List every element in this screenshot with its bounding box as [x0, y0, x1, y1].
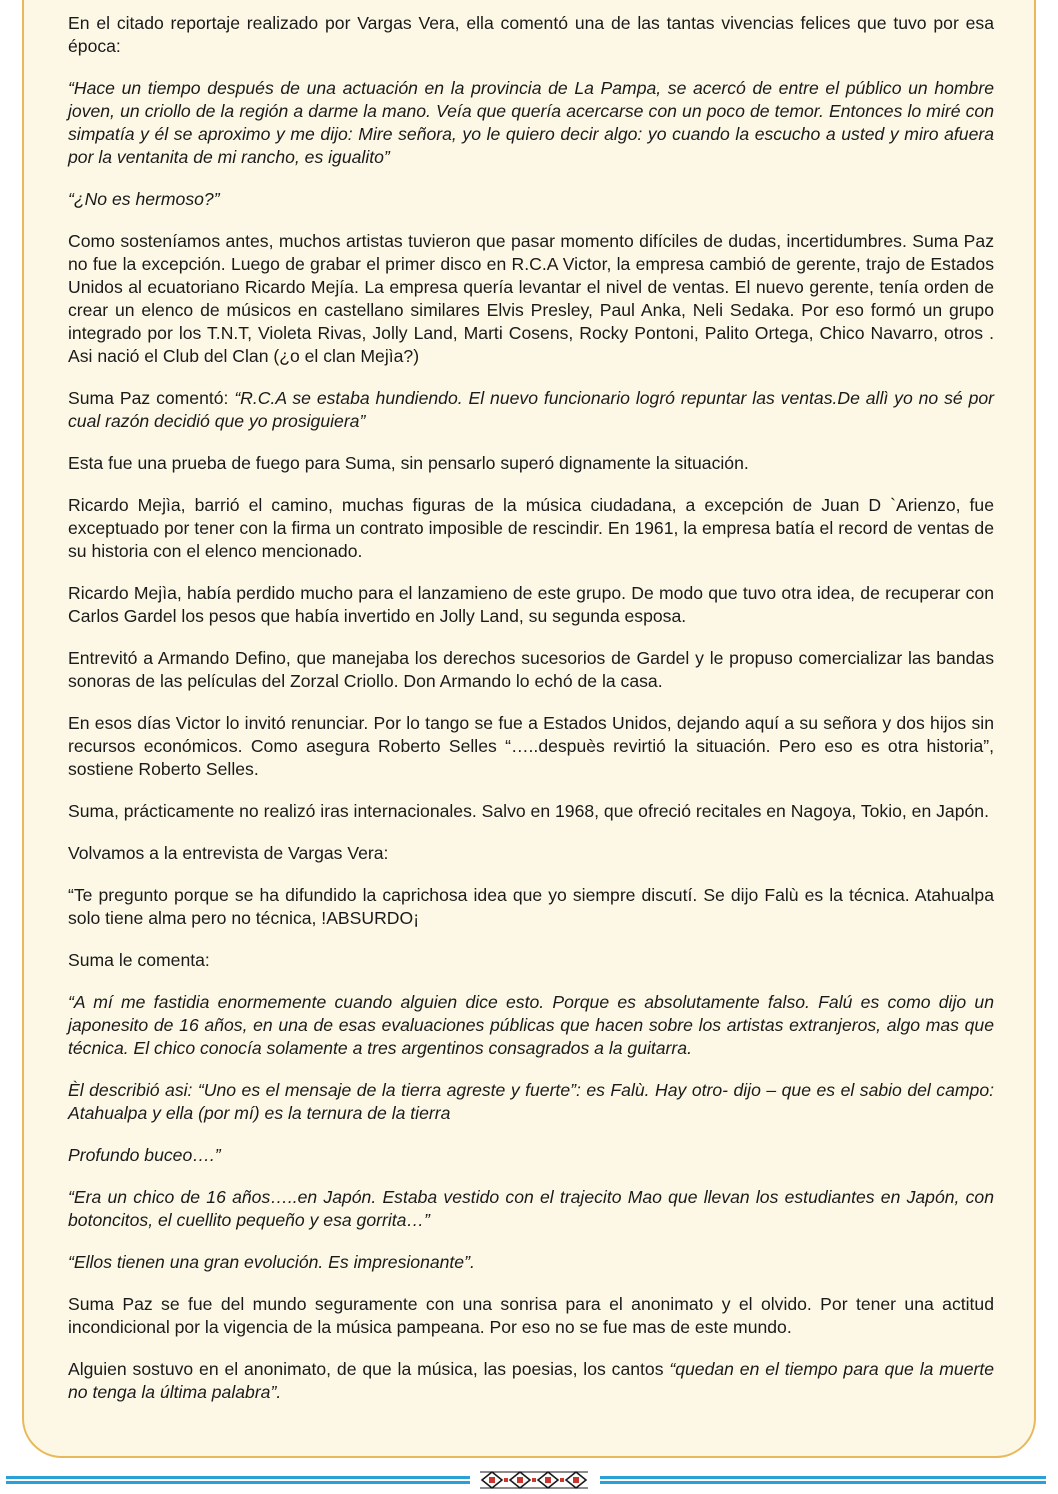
article-paragraph	[68, 1293, 994, 1339]
article-paragraph	[68, 1251, 994, 1274]
article-paragraph	[68, 494, 994, 563]
page-footer	[0, 1466, 1058, 1494]
article-paragraph	[68, 1079, 994, 1125]
quote-text: “Era un chico de 16 años…..en Japón. Estaba vestido con el trajecito Mao que llevan los estudiantes en Japón, con botoncitos, el cuellito pequeño y esa gorrita…”	[68, 1187, 994, 1230]
quote-text: Profundo buceo….”	[68, 1145, 221, 1165]
article-paragraph	[68, 884, 994, 930]
body-text: Alguien sostuvo en el anonimato, de que la música, las poesias, los cantos	[68, 1359, 670, 1379]
article-paragraph	[68, 1186, 994, 1232]
footer-rule-left	[6, 1476, 470, 1484]
body-text: Como sosteníamos antes, muchos artistas tuvieron que pasar momento difíciles de dudas, incertidumbres. Suma Paz no fue la excepción. Luego de grabar el primer disco en R.C.A Victor, la empresa cambió de gerente, trajo de Estados Unidos al ecuatoriano Ricardo Mejía. La empresa quería levantar el nivel de ventas. El nuevo gerente, tenía orden de crear un elenco de músicos en castellano similares Elvis Presley, Paul Anka, Neli Sedaka. Por eso formó un grupo integrado por los T.N.T, Violeta Rivas, Jolly Land, Marti Cosens, Rocky Pontoni, Palito Ortega, Chico Navarro, otros . Asi nació el Club del Clan (¿o el clan Mejìa?)	[68, 231, 994, 366]
article-paragraph	[68, 800, 994, 823]
article-paragraph	[68, 77, 994, 169]
body-text: Suma Paz se fue del mundo seguramente con una sonrisa para el anonimato y el olvido. Por tener una actitud incondicional por la vigencia de la música pampeana. Por eso no se fue mas de este mundo.	[68, 1294, 994, 1337]
quote-text: “Ellos tienen una gran evolución. Es impresionante”.	[68, 1252, 475, 1272]
article-body	[68, 12, 994, 1404]
article-paragraph	[68, 991, 994, 1060]
body-text: Volvamos a la entrevista de Vargas Vera:	[68, 843, 389, 863]
quote-text: “quedan en el tiempo para que la muerte no tenga la última palabra”.	[68, 1359, 995, 1402]
article-paragraph	[68, 452, 994, 475]
article-paragraph	[68, 188, 994, 211]
ethnic-pattern-icon	[478, 1468, 590, 1492]
quote-text: “R.C.A se estaba hundiendo. El nuevo funcionario logró repuntar las ventas.De allì yo no sé por cual razón decidió que yo prosiguiera”	[68, 388, 994, 431]
article-paragraph	[68, 1358, 994, 1404]
article-paragraph	[68, 949, 994, 972]
quote-text: Èl describió asi: “Uno es el mensaje de la tierra agreste y fuerte”: es Falù. Hay otro- dijo – que es el sabio del campo: Atahualpa y ella (por mí) es la ternura de la tierra	[68, 1080, 994, 1123]
article-paragraph	[68, 712, 994, 781]
article-paragraph	[68, 230, 994, 368]
body-text: Ricardo Mejìa, barrió el camino, muchas figuras de la música ciudadana, a excepción de Juan D `Arienzo, fue exceptuado por tener con la firma un contrato imposible de rescindir. En 1961, la empresa batía el record de ventas de su historia con el elenco mencionado.	[68, 495, 994, 561]
article-paragraph	[68, 582, 994, 628]
quote-text: “A mí me fastidia enormemente cuando alguien dice esto. Porque es absolutamente falso. Falú es como dijo un japonesito de 16 años, en una de esas evaluaciones públicas que hacen sobre los artistas extranjeros, algo mas que técnica. El chico conocía solamente a tres argentinos consagrados a la guitarra.	[68, 992, 994, 1058]
body-text: Esta fue una prueba de fuego para Suma, sin pensarlo superó dignamente la situación.	[68, 453, 749, 473]
body-text: Ricardo Mejìa, había perdido mucho para el lanzamieno de este grupo. De modo que tuvo otra idea, de recuperar con Carlos Gardel los pesos que había invertido en Jolly Land, su segunda esposa.	[68, 583, 994, 626]
quote-text: “Hace un tiempo después de una actuación en la provincia de La Pampa, se acercó de entre el público un hombre joven, un criollo de la región a darme la mano. Veía que quería acercarse con un poco de temor. Entonces lo miré con simpatía y él se aproximo y me dijo: Mire señora, yo le quiero decir algo: yo cuando la escucho a usted y miro afuera por la ventanita de mi rancho, es igualito”	[68, 78, 994, 167]
article-paragraph	[68, 12, 994, 58]
body-text: Suma Paz comentó:	[68, 388, 235, 408]
body-text: Suma, prácticamente no realizó iras internacionales. Salvo en 1968, que ofreció recitales en Nagoya, Tokio, en Japón.	[68, 801, 989, 821]
article-paragraph	[68, 387, 994, 433]
quote-text: “¿No es hermoso?”	[68, 189, 220, 209]
footer-rule-right	[600, 1476, 1046, 1484]
body-text: En el citado reportaje realizado por Vargas Vera, ella comentó una de las tantas vivencias felices que tuvo por esa época:	[68, 13, 994, 56]
body-text: “Te pregunto porque se ha difundido la caprichosa idea que yo siempre discutí. Se dijo Falù es la técnica. Atahualpa solo tiene alma pero no técnica, !ABSURDO¡	[68, 885, 994, 928]
article-paragraph	[68, 842, 994, 865]
article-paragraph	[68, 647, 994, 693]
body-text: Suma le comenta:	[68, 950, 210, 970]
article-paragraph	[68, 1144, 994, 1167]
body-text: Entrevitó a Armando Defino, que manejaba los derechos sucesorios de Gardel y le propuso comercializar las bandas sonoras de las películas del Zorzal Criollo. Don Armando lo echó de la casa.	[68, 648, 994, 691]
body-text: En esos días Victor lo invitó renunciar. Por lo tango se fue a Estados Unidos, dejando aquí a su señora y dos hijos sin recursos económicos. Como asegura Roberto Selles “…..despuès revirtió la situación. Pero eso es otra historia”, sostiene Roberto Selles.	[68, 713, 994, 779]
